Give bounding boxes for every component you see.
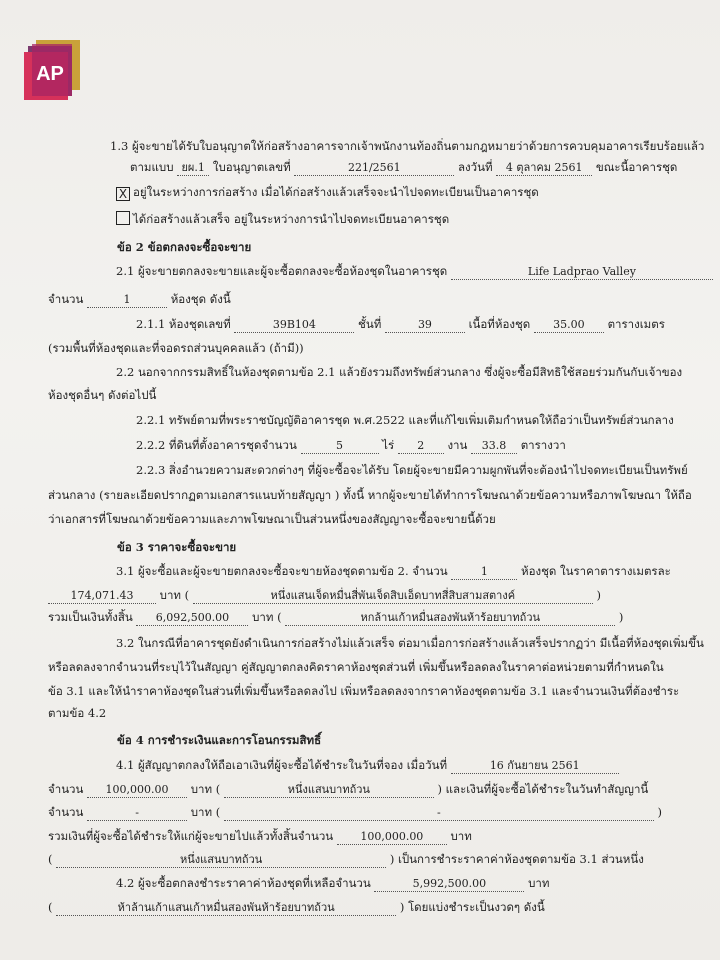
label: ( [48,900,53,914]
s32-line1: 3.2 ในกรณีที่อาคารชุดยังดำเนินการก่อสร้างไม่แล้วเสร็จ ต่อมาเมื่อการก่อสร้างแล้วเสร็จปรากฏว่า มีเนื้อที่ห้องชุดเพิ่มขึ้น [116,636,704,650]
s13-line2 [130,160,677,176]
permit-no-field: 221/2561 [294,161,454,176]
label: เนื้อที่ห้องชุด [468,317,531,331]
price-per-sqm-text-field: หนึ่งแสนเจ็ดหมื่นสี่พันเจ็ดสิบเอ็ดบาทสี่สิบสามสตางค์ [193,589,593,604]
wa-field: 33.8 [471,439,517,454]
s22-line1: 2.2 นอกจากกรรมสิทธิ์ในห้องชุดตามข้อ 2.1 แล้วยังรวมถึงทรัพย์ส่วนกลาง ซึ่งผู้จะซื้อมีสิทธิใช้สอยร่วมกันกับเจ้าของ [116,365,683,379]
price-per-sqm-field: 174,071.43 [48,589,156,604]
permit-date-field: 4 ตุลาคม 2561 [496,161,592,176]
label: บาท ( [190,782,221,796]
floor-field: 39 [385,318,465,333]
label: ) [657,805,662,819]
total-price-text-field: หกล้านเก้าหมื่นสองพันห้าร้อยบาทถ้วน [285,611,615,626]
paid-text-field: หนึ่งแสนบาทถ้วน [56,853,386,868]
s223-line1: 2.2.3 สิ่งอำนวยความสะดวกต่างๆ ที่ผู้จะซื้อจะได้รับ โดยผู้จะขายมีความผูกพันที่จะต้องนำไปจดทะเบียนเป็นทรัพย์ [136,463,688,477]
s21-line [116,264,713,280]
unit-no-field: 39B104 [234,318,354,333]
form-field: ยผ.1 [177,161,209,176]
label: ตารางเมตร [607,317,665,331]
s211-line [136,317,665,333]
s32-line3: ข้อ 3.1 และให้นำราคาห้องชุดในส่วนที่เพิ่มขึ้นหรือลดลงไป เพิ่มหรือลดลงจากราคาห้องชุดตามข้อ 3.1 และจำนวนเงินที่ต้องชำระ [48,684,680,698]
label: บาท ( [252,610,282,624]
label: ) [596,588,601,602]
contract-amount-field: - [87,806,187,821]
label: จำนวน [48,805,84,819]
s13-line1: 1.3 ผู้จะขายได้รับใบอนุญาตให้ก่อสร้างอาคารจากเจ้าพนักงานท้องถิ่นตามกฎหมายว่าด้วยการควบคุมอาคารเรียบร้อยแล้ว [110,139,705,153]
checkbox-label: อยู่ในระหว่างการก่อสร้าง เมื่อได้ก่อสร้างแล้วเสร็จจะนำไปจดทะเบียนเป็นอาคารชุด [133,185,539,199]
label: บาท [528,876,550,890]
label: งาน [447,438,468,452]
qty-line [48,292,231,308]
unit-qty-field: 1 [87,293,167,308]
s41-line1 [116,758,619,774]
label: ( [48,852,53,866]
rai-field: 5 [301,439,379,454]
ngan-field: 2 [398,439,444,454]
s31-line3 [48,610,623,626]
label: 2.1 ผู้จะขายตกลงจะขายและผู้จะซื้อตกลงจะซื้อห้องชุดในอาคารชุด [116,264,448,278]
s32-line2: หรือลดลงจากจำนวนที่ระบุไว้ในสัญญา คู่สัญญาตกลงคิดราคาห้องชุดส่วนที่ เพิ่มขึ้นหรือลดลงในราคาต่อหน่วยตามที่กำหนดใน [48,660,664,674]
s41-line3 [48,805,662,821]
label: ไร่ [382,438,395,452]
booking-amount-field: 100,000.00 [87,783,187,798]
s41-line5 [48,852,644,868]
label: ) เป็นการชำระราคาค่าห้องชุดตามข้อ 3.1 ส่วนหนึ่ง [389,852,644,866]
label: ขณะนี้อาคารชุด [595,160,678,174]
remaining-amount-field: 5,992,500.00 [374,877,524,892]
label: ชั้นที่ [358,317,382,331]
booking-date-field: 16 กันยายน 2561 [451,759,619,774]
total-price-field: 6,092,500.00 [136,611,248,626]
building-name-field: Life Ladprao Valley [451,265,713,280]
label: 2.1.1 ห้องชุดเลขที่ [136,317,231,331]
s42-line2 [48,900,545,916]
checkbox-row-2 [116,211,449,226]
checkbox-row-1 [116,185,539,201]
s223-line2: ส่วนกลาง (รายละเอียดปรากฏตามเอกสารแนบท้ายสัญญา ) ทั้งนี้ หากผู้จะขายได้ทำการโฆษณาด้วยข้อความหรือภาพโฆษณา ให้ถือ [48,488,692,502]
label: ตามแบบ [130,160,174,174]
label: ตารางวา [520,438,566,452]
s41-line2 [48,782,648,798]
s42-line1 [116,876,549,892]
label: จำนวน [48,292,84,306]
s22-line2: ห้องชุดอื่นๆ ดังต่อไปนี้ [48,388,157,402]
remaining-text-field: ห้าล้านเก้าแสนเก้าหมื่นสองพันห้าร้อยบาทถ้วน [56,901,396,916]
label: บาท ( [190,805,221,819]
section-2-title: ข้อ 2 ข้อตกลงจะซื้อจะขาย [117,240,252,254]
s221-line: 2.2.1 ทรัพย์ตามที่พระราชบัญญัติอาคารชุด พ.ศ.2522 และที่แก้ไขเพิ่มเติมกำหนดให้ถือว่าเป็นทรัพย์ส่วนกลาง [136,413,674,427]
label: 4.1 ผู้สัญญาตกลงให้ถือเอาเงินที่ผู้จะซื้อได้ชำระในวันที่จอง เมื่อวันที่ [116,758,448,772]
label: 4.2 ผู้จะซื้อตกลงชำระราคาค่าห้องชุดที่เหลือจำนวน [116,876,371,890]
paid-total-field: 100,000.00 [337,830,447,845]
section-3-title: ข้อ 3 ราคาจะซื้อจะขาย [117,540,237,554]
section-4-title: ข้อ 4 การชำระเงินและการโอนกรรมสิทธิ์ [117,733,322,747]
checkbox-label: ได้ก่อสร้างแล้วเสร็จ อยู่ในระหว่างการนำไปจดทะเบียนอาคารชุด [133,212,450,226]
label: ห้องชุด ดังนี้ [170,292,231,306]
label: บาท ( [159,588,190,602]
s211-note: (รวมพื้นที่ห้องชุดและที่จอดรถส่วนบุคคลแล้ว (ถ้ามี)) [48,341,304,355]
s223-line3: ว่าเอกสารที่โฆษณาด้วยข้อความและภาพโฆษณาเป็นส่วนหนึ่งของสัญญาจะซื้อจะขายนี้ด้วย [48,512,496,526]
label: ห้องชุด ในราคาตารางเมตรละ [520,564,671,578]
label: ) [618,610,624,624]
s32-line4: ตามข้อ 4.2 [48,706,107,720]
s41-line4 [48,829,472,845]
s222-line [136,438,566,454]
label: รวมเงินที่ผู้จะซื้อได้ชำระให้แก่ผู้จะขายไปแล้วทั้งสิ้นจำนวน [48,829,334,843]
label: ) และเงินที่ผู้จะซื้อได้ชำระในวันทำสัญญานี้ [437,782,649,796]
label: จำนวน [48,782,84,796]
label: 3.1 ผู้จะซื้อและผู้จะขายตกลงจะซื้อจะขายห้องชุดตามข้อ 2. จำนวน [116,564,448,578]
label: รวมเป็นเงินทั้งสิ้น [48,610,133,624]
unit-qty-field: 1 [451,565,517,580]
area-field: 35.00 [534,318,604,333]
s31-line1 [116,564,671,580]
contract-text-field: - [224,806,654,821]
checkbox-construction-complete[interactable] [116,211,130,225]
label: 2.2.2 ที่ดินที่ตั้งอาคารชุดจำนวน [136,438,297,452]
label: บาท [450,829,472,843]
label: ลงวันที่ [457,160,493,174]
label: ) โดยแบ่งชำระเป็นงวดๆ ดังนี้ [399,900,545,914]
ap-logo [24,40,80,100]
booking-text-field: หนึ่งแสนบาทถ้วน [224,783,434,798]
label: ใบอนุญาตเลขที่ [212,160,291,174]
checkbox-under-construction[interactable]: X [116,187,130,201]
s31-line2 [48,588,601,604]
svg-text:AP: AP [36,63,64,85]
